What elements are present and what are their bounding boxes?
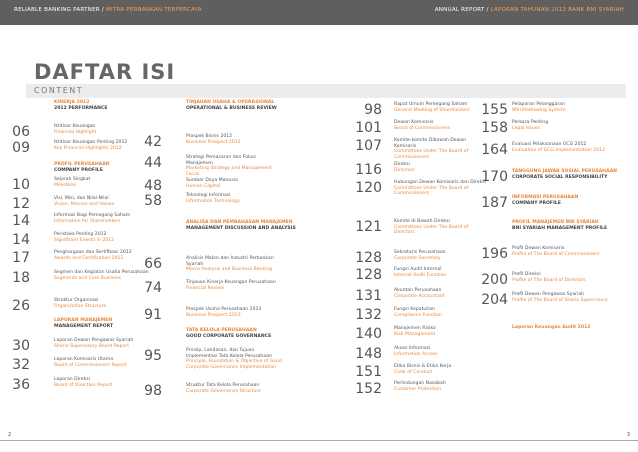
toc-entry-title: Komite-komite Dibawah Dewan Komisaris <box>394 138 467 149</box>
section-title-id: PROFIL MANAJEMEN BNI SYARIAH <box>512 220 599 225</box>
section-title-en: COMPANY PROFILE <box>512 200 561 206</box>
section-title-id: LAPORAN MANAJEMEN <box>54 318 113 323</box>
toc-entry-english: Code of Conduct <box>394 369 433 375</box>
toc-entry-english: Legal Issues <box>512 125 541 131</box>
section-title-en: GOOD CORPORATE GOVERNANCE <box>186 333 272 339</box>
toc-section-header[interactable] <box>512 325 636 331</box>
section-title-en: OPERATIONAL & BUSINESS REVIEW <box>186 105 277 111</box>
toc-page-number: 101 <box>355 120 382 136</box>
section-title-en: MANAGEMENT DISCUSSION AND ANALYSIS <box>186 225 296 231</box>
toc-page-number: 120 <box>355 180 382 196</box>
toc-page-number: 18 <box>12 270 30 286</box>
toc-entry[interactable] <box>394 364 486 375</box>
toc-entry-title: Sekretaris Perusahaan <box>394 250 446 255</box>
toc-entry-english: Committees Under The Board of Directors <box>394 224 469 236</box>
toc-entry-english: Profile of The Board of Sharia Supervisory <box>512 297 608 303</box>
toc-entry-title: Fungsi Audit Internal <box>394 267 442 272</box>
toc-entry-english: Evaluation of GCG Implementation 2012 <box>512 147 606 153</box>
toc-entry-english: Board of Commissioners <box>394 125 450 131</box>
toc-entry-english: Marketing Strategy and Management Focus <box>186 166 272 177</box>
toc-entry-english: Information for Shareholders <box>54 218 121 224</box>
toc-entry-english: Corporate Accountant <box>394 293 445 299</box>
toc-page-number: 152 <box>355 381 382 397</box>
section-title-en: BNI SYARIAH MANAGEMENT PROFILE <box>512 225 608 231</box>
toc-page-number: 12 <box>12 196 30 212</box>
toc-entry[interactable] <box>54 232 150 243</box>
toc-entry[interactable] <box>186 280 282 291</box>
toc-entry[interactable] <box>394 219 486 236</box>
toc-entry[interactable] <box>394 307 486 318</box>
toc-entry-title: Profil Dewan Komisaris <box>512 246 565 251</box>
toc-entry[interactable] <box>394 102 486 113</box>
toc-entry-english: Internal Audit Function <box>394 272 447 278</box>
toc-entry[interactable] <box>186 155 282 177</box>
toc-entry-english: General Meeting of Shareholders <box>394 107 470 113</box>
toc-entry-english: Committees Under The Board of Commissioners <box>394 185 469 197</box>
toc-entry-english: Macro Analysis and Business Banking <box>186 267 273 273</box>
toc-page-number: 196 <box>481 246 508 262</box>
toc-page-number: 14 <box>12 232 30 248</box>
toc-entry[interactable] <box>394 180 486 197</box>
toc-page-number: 128 <box>355 267 382 283</box>
toc-page-number: 204 <box>481 292 508 308</box>
toc-entry-title: Visi, Misi, dan Nilai-Nilai <box>54 196 109 201</box>
toc-entry-english: Corporate Governance Structure <box>186 388 261 394</box>
toc-entry-english: Information Access <box>394 351 438 357</box>
toc-entry-english: Directors <box>394 167 415 173</box>
toc-entry[interactable] <box>512 120 632 131</box>
toc-entry-english: Board of Directors Report <box>54 382 113 388</box>
toc-page-number: 36 <box>12 377 30 393</box>
toc-page-number: 164 <box>481 142 508 158</box>
toc-entry[interactable] <box>186 348 282 370</box>
toc-page-number: 44 <box>144 155 162 171</box>
toc-entry-title: Profil Direksi <box>512 272 541 277</box>
toc-page-number: 91 <box>144 307 162 323</box>
subtitle-bar <box>26 84 626 98</box>
toc-entry-title: Analisis Makro dan Industri Perbankan Syariah <box>186 256 274 267</box>
toc-entry[interactable] <box>394 162 486 173</box>
toc-section-header[interactable] <box>512 169 636 180</box>
page-number-left: 2 <box>8 432 12 438</box>
toc-entry-english: Committees Under The Board of Commissioners <box>394 149 469 160</box>
toc-entry[interactable] <box>186 193 282 204</box>
toc-entry-english: Information Technology <box>186 198 240 204</box>
toc-entry-title: Peristiwa Penting 2012 <box>54 232 107 237</box>
section-title-en: CORPORATE SOCIAL RESPONSIBILITY <box>512 174 608 180</box>
toc-entry[interactable] <box>186 256 282 273</box>
section-title-id: INFORMASI PERUSAHAAN <box>512 195 579 200</box>
toc-entry-english: Awards and Certification 2012 <box>54 255 124 261</box>
toc-page-number: 06 <box>12 124 30 140</box>
toc-entry-title: Sumber Daya Manusia <box>186 178 238 183</box>
toc-section-header[interactable] <box>186 220 296 231</box>
toc-entry[interactable] <box>512 272 632 283</box>
section-title-en: 2012 PERFORMANCE <box>54 105 108 111</box>
toc-page-number: 158 <box>481 120 508 136</box>
toc-entry-title: Ikhtisar Keuangan <box>54 124 96 129</box>
toc-entry-title: Tinjauan Kinerja Keuangan Perusahaan <box>186 280 276 285</box>
toc-entry-title: Informasi Bagi Pemegang Saham <box>54 213 131 218</box>
toc-page-number: 30 <box>12 338 30 354</box>
header-left-sub: MITRA PERBANKAN TERPERCAYA <box>105 7 202 13</box>
toc-entry-title: Sejarah Singkat <box>54 177 91 182</box>
toc-page-number: 17 <box>12 250 30 266</box>
toc-page-number: 107 <box>355 138 382 154</box>
toc-entry[interactable] <box>186 134 282 145</box>
toc-entry-title: Laporan Komisaris Utama <box>54 357 114 362</box>
toc-entry[interactable] <box>394 250 486 261</box>
toc-entry-title: Ikhtisar Keuangan Penting 2012 <box>54 140 128 145</box>
toc-entry[interactable] <box>394 381 486 392</box>
toc-entry-title: Manajemen Risiko <box>394 326 436 331</box>
toc-entry[interactable] <box>394 346 486 357</box>
toc-entry-english: Principle, Foundation & Objective of Good Corporate Governance Implementation <box>186 359 282 370</box>
toc-entry-title: Prospek Bisnis 2012 <box>186 134 233 139</box>
section-title-id: PROFIL PERUSAHAAN <box>54 162 110 167</box>
toc-page-number: 98 <box>364 102 382 118</box>
toc-page-number: 66 <box>144 256 162 272</box>
toc-entry-title: Struktur Organisasi <box>54 298 99 303</box>
toc-entry-title: Dewan Komisaris <box>394 120 434 125</box>
toc-entry-english: Board of Commissioners Report <box>54 362 127 368</box>
toc-entry-title: Penghargaan dan Sertifikasi 2012 <box>54 250 132 255</box>
toc-entry-title: Teknologi Informasi <box>186 193 231 198</box>
page-number-right: 3 <box>626 432 630 438</box>
section-title-id: ANALISA DAN PEMBAHASAN MANAJEMEN <box>186 220 293 225</box>
toc-section-header[interactable] <box>512 220 636 231</box>
toc-page-number: 116 <box>355 162 382 178</box>
section-title-en: MANAGEMENT REPORT <box>54 323 114 329</box>
toc-entry-title: Komite di Bawah Direksi <box>394 219 450 224</box>
toc-page-number: 187 <box>481 195 508 211</box>
toc-entry[interactable] <box>512 292 632 303</box>
toc-entry[interactable] <box>186 178 282 189</box>
toc-entry[interactable] <box>186 383 282 394</box>
toc-entry-english: Financial Highlight <box>54 129 97 135</box>
toc-page-number: 09 <box>12 140 30 156</box>
toc-entry-title: Profil Dewan Pengawas Syariah <box>512 292 585 297</box>
header-left-main: RELIABLE BANKING PARTNER / <box>14 7 104 13</box>
toc-entry-title: Rapat Umum Pemegang Saham <box>394 102 468 107</box>
toc-section-header[interactable] <box>54 100 164 111</box>
toc-entry-english: Profile of The Board of Commissioners <box>512 251 600 257</box>
toc-entry-english: Risk Management <box>394 331 436 337</box>
toc-entry-english: Profile of The Board of Directors <box>512 277 586 283</box>
header-right <box>435 7 624 13</box>
toc-page-number: 131 <box>355 288 382 304</box>
toc-entry-english: Significant Events in 2012 <box>54 237 115 243</box>
toc-page-number: 132 <box>355 307 382 323</box>
toc-entry-title: Perkara Penting <box>512 120 549 125</box>
toc-page-number: 200 <box>481 272 508 288</box>
toc-entry-title: Segmen dan Kegiatan Usaha Perusahaan <box>54 270 149 275</box>
toc-section-header[interactable] <box>512 195 636 206</box>
toc-section-header[interactable] <box>186 100 296 111</box>
toc-entry[interactable] <box>512 246 632 257</box>
section-title-id: Laporan Keuangan Audit 2012 <box>512 325 591 330</box>
toc-page-number: 32 <box>12 357 30 373</box>
toc-entry-title: Prinsip, Landasan, dan Tujuan Implementasi Tata Kelola Perusahaan <box>186 348 272 359</box>
header-right-sub: LAPORAN TAHUNAN 2012 BANK BNI SYARIAH <box>490 7 624 13</box>
toc-page-number: 151 <box>355 364 382 380</box>
toc-page-number: 128 <box>355 250 382 266</box>
section-title-id: KINERJA 2012 <box>54 100 90 105</box>
toc-entry[interactable] <box>512 142 632 153</box>
toc-page-number: 42 <box>144 134 162 150</box>
toc-entry-english: Compliance Function <box>394 312 443 318</box>
toc-entry-title: Direksi <box>394 162 410 167</box>
toc-entry-title: Strategi Pemasaran dan Fokus Manajemen <box>186 155 256 166</box>
toc-entry-title: Evaluasi Pelaksanaan GCG 2012 <box>512 142 587 147</box>
section-title-id: TATA KELOLA PERUSAHAAN <box>186 328 257 333</box>
toc-entry-english: Vision, Mission and Values <box>54 201 115 207</box>
toc-entry[interactable] <box>512 102 632 113</box>
toc-entry-title: Struktur Tata Kelola Perusahaan <box>186 383 260 388</box>
toc-entry-english: Financial Review <box>186 285 224 291</box>
toc-entry-english: Sharia Supervisory Board Report <box>54 343 129 349</box>
toc-entry-title: Laporan Direksi <box>54 377 90 382</box>
toc-entry-english: Organization Structure <box>54 303 107 309</box>
toc-entry-english: Human Capital <box>186 183 221 189</box>
toc-page-number: 155 <box>481 102 508 118</box>
header-right-main: ANNUAL REPORT / <box>434 7 489 13</box>
header-left <box>14 7 202 13</box>
toc-page-number: 140 <box>355 326 382 342</box>
toc-page-number: 148 <box>355 346 382 362</box>
toc-page-number: 170 <box>481 169 508 185</box>
toc-entry[interactable] <box>54 213 150 224</box>
toc-page-number: 121 <box>355 219 382 235</box>
toc-entry[interactable] <box>394 288 486 299</box>
toc-entry-title: Pelaporan Pelanggaran <box>512 102 566 107</box>
toc-entry[interactable] <box>394 138 486 160</box>
page-title: DAFTAR ISI <box>34 60 176 84</box>
toc-entry-title: Fungsi Kepatuhan <box>394 307 435 312</box>
toc-entry-title: Akuntan Perusahaan <box>394 288 442 293</box>
toc-entry-english: Business Prospect 2012 <box>186 139 241 145</box>
toc-entry[interactable] <box>186 307 282 318</box>
toc-entry-english: Business Prospect 2013 <box>186 312 241 318</box>
toc-page-number: 74 <box>144 280 162 296</box>
toc-section-header[interactable] <box>186 328 296 339</box>
toc-entry-title: Perlindungan Nasabah <box>394 381 446 386</box>
toc-entry-english: Milestone <box>54 182 77 188</box>
toc-page-number: 10 <box>12 177 30 193</box>
section-title-en: COMPANY PROFILE <box>54 167 103 173</box>
section-title-id: TINJAUAN USAHA & OPERASIONAL <box>186 100 275 105</box>
toc-entry-title: Hubungan Dewan Komisaris dan Direksi <box>394 180 486 185</box>
section-title-id: TANGGUNG JAWAB SOSIAL PERUSAHAAN <box>512 169 617 174</box>
toc-entry[interactable] <box>394 120 486 131</box>
toc-entry-title: Prospek Usaha Perusahaan 2013 <box>186 307 262 312</box>
toc-entry-english: Segments and Core Business <box>54 275 121 281</box>
toc-page-number: 58 <box>144 193 162 209</box>
toc-page-number: 26 <box>12 298 30 314</box>
toc-entry-title: Etika Bisnis & Etika Kerja <box>394 364 452 369</box>
toc-page-number: 14 <box>12 213 30 229</box>
top-banner <box>0 0 638 25</box>
toc-page-number: 98 <box>144 383 162 399</box>
toc-entry[interactable] <box>394 267 486 278</box>
toc-entry-english: Customer Protection <box>394 386 442 392</box>
toc-entry-english: Key Financial Highlights 2012 <box>54 145 122 151</box>
toc-page-number: 48 <box>144 178 162 194</box>
toc-entry[interactable] <box>394 326 486 337</box>
toc-entry-title: Akses Informasi <box>394 346 431 351</box>
page-subtitle: CONTENT <box>34 86 84 95</box>
toc-entry-english: Corporate Secretary <box>394 255 441 261</box>
toc-entry-title: Laporan Dewan Pengawas Syariah <box>54 338 134 343</box>
footer-divider <box>0 440 638 441</box>
toc-page-number: 95 <box>144 348 162 364</box>
toc-entry-english: Whistleblowing System <box>512 107 566 113</box>
